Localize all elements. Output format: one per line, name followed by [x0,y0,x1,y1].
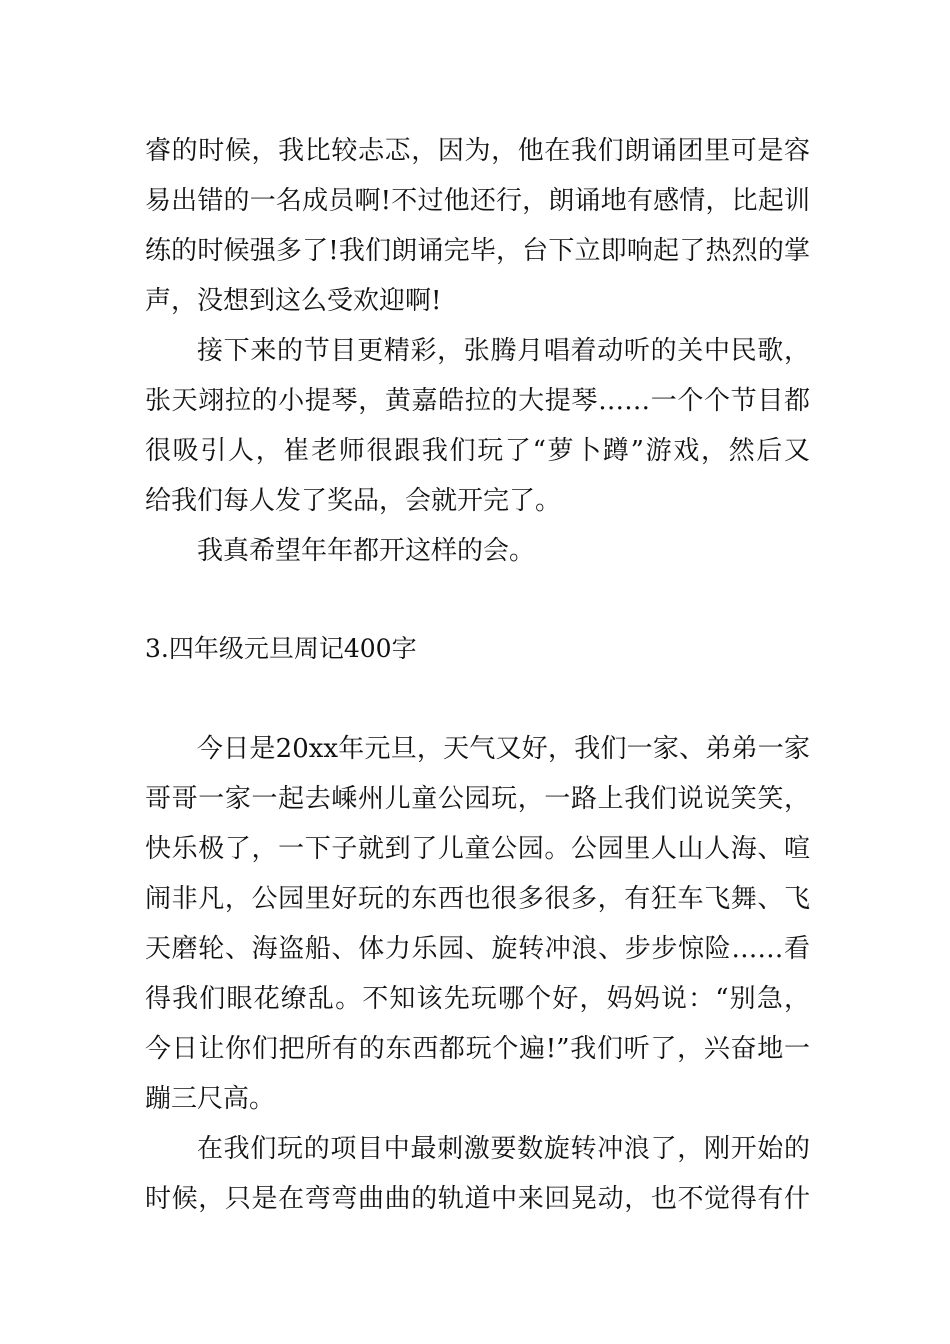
paragraph-2-line-2: 张天翊拉的小提琴，黄嘉皓拉的大提琴……一个个节目都 [145,386,810,416]
section-paragraph-2-line-2: 时候，只是在弯弯曲曲的轨道中来回晃动，也不觉得有什 [145,1184,810,1214]
paragraph-1-line-2: 易出错的一名成员啊!不过他还行，朗诵地有感情，比起训 [145,186,810,216]
section-paragraph-1-line-2: 哥哥一家一起去嵊州儿童公园玩，一路上我们说说笑笑， [145,784,810,814]
section-paragraph-1-line-6: 得我们眼花缭乱。不知该先玩哪个好，妈妈说：“别急， [145,984,810,1014]
paragraph-1-line-3: 练的时候强多了!我们朗诵完毕，台下立即响起了热烈的掌 [145,236,810,266]
section-paragraph-2-line-1: 在我们玩的项目中最刺激要数旋转冲浪了，刚开始的 [197,1134,810,1164]
paragraph-3-line-1: 我真希望年年都开这样的会。 [197,536,536,566]
paragraph-1-line-1: 睿的时候，我比较忐忑，因为，他在我们朗诵团里可是容 [145,136,810,166]
section-paragraph-1-line-1: 今日是20xx年元旦，天气又好，我们一家、弟弟一家 [197,734,810,764]
section-paragraph-1-line-8: 蹦三尺高。 [145,1084,276,1114]
paragraph-1-line-4: 声，没想到这么受欢迎啊! [145,286,442,316]
section-paragraph-1-line-3: 快乐极了，一下子就到了儿童公园。公园里人山人海、喧 [145,834,810,864]
paragraph-2-line-3: 很吸引人，崔老师很跟我们玩了“萝卜蹲”游戏，然后又 [145,436,810,466]
section-paragraph-1-line-4: 闹非凡，公园里好玩的东西也很多很多，有狂车飞舞、飞 [145,884,810,914]
paragraph-2-line-1: 接下来的节目更精彩，张腾月唱着动听的关中民歌， [197,336,810,366]
section-paragraph-1-line-7: 今日让你们把所有的东西都玩个遍!”我们听了，兴奋地一 [145,1034,810,1064]
section-paragraph-1-line-5: 天磨轮、海盗船、体力乐园、旋转冲浪、步步惊险……看 [145,934,810,964]
section-heading: 3.四年级元旦周记400字 [145,634,417,663]
paragraph-2-line-4: 给我们每人发了奖品，会就开完了。 [145,486,562,516]
